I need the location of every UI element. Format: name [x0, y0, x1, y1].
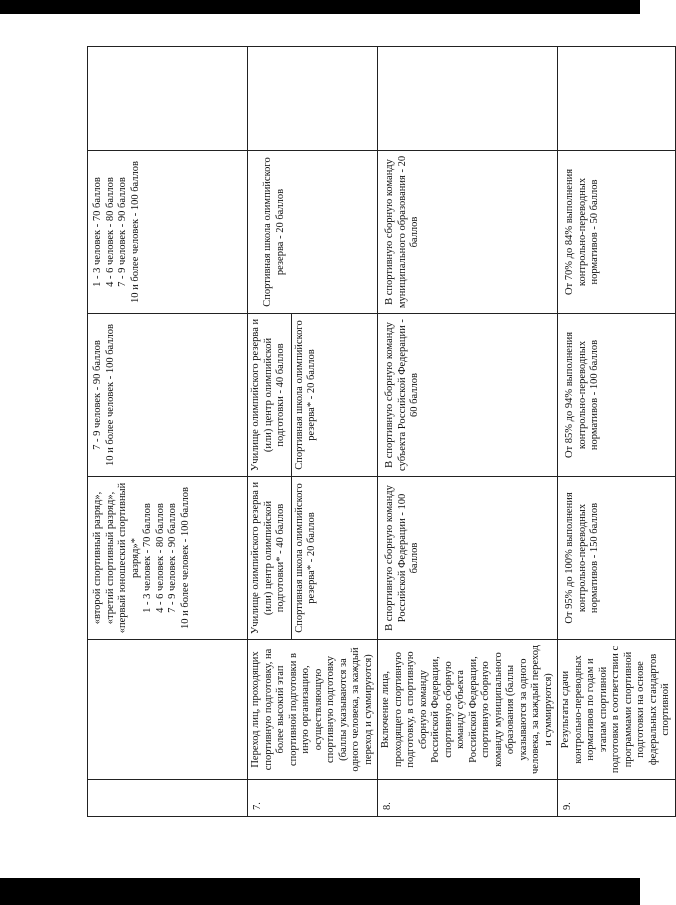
- cell-right-empty: [558, 47, 676, 151]
- cell-major: В спортивную сборную команду Российской Федерации - 100 баллов: [378, 477, 558, 640]
- cell-major: [248, 477, 378, 640]
- major-option-b: Спортивная школа олимпийского резерва* - 20 баллов: [293, 483, 317, 633]
- row-number: 7.: [248, 780, 378, 817]
- major-option-a: Училище олимпийского резерва и (или) центр олимпийской подготовки* - 40 баллов: [248, 477, 292, 639]
- cell-num-empty: [88, 780, 248, 817]
- criterion-text: Переход лиц, проходящих спортивную подготовку, на более высокий этап спортивной подготовки в иную организацию, осуществляющую спортивную подготовку (баллы указываются за одного человека, за каждый переход и суммируются): [248, 640, 378, 780]
- table-row: [378, 47, 558, 817]
- scan-bottom-border: [0, 878, 640, 905]
- criterion-text: Результаты сдачи контрольно-переводных нормативов по годам и этапам спортивной подготовки в соответствии с программами спортивной подготовки на основе федеральных стандартов спортивной: [558, 640, 676, 780]
- mid-option-b: Спортивная школа олимпийского резерва* - 20 баллов: [293, 320, 317, 470]
- cell-mid: [248, 314, 378, 477]
- cell-continuation-mid: 7 - 9 человек - 90 баллов 10 и более человек - 100 баллов: [88, 314, 248, 477]
- criteria-table: [87, 46, 676, 817]
- cell-continuation-minor: 1 - 3 человек - 70 баллов 4 - 6 человек - 80 баллов 7 - 9 человек - 90 баллов 10 и более человек - 100 баллов: [88, 151, 248, 314]
- cell-right-empty: [248, 47, 378, 151]
- scan-top-notch: [300, 0, 360, 8]
- cell-mid: От 85% до 94% выполнения контрольно-переводных нормативов - 100 баллов: [558, 314, 676, 477]
- table-row-continuation: [88, 47, 248, 817]
- cell-minor: В спортивную сборную команду муниципального образования - 20 баллов: [378, 151, 558, 314]
- mid-option-a: Училище олимпийского резерва и (или) центр олимпийской подготовки - 40 баллов: [248, 314, 292, 476]
- cell-minor: Спортивная школа олимпийского резерва - 20 баллов: [248, 151, 378, 314]
- cell-criterion-empty: [88, 640, 248, 780]
- criterion-text: Включение лица, проходящего спортивную подготовку, в спортивную сборную команду Российской Федерации, спортивную сборную команду субъекта Российской Федерации, спортивную сборную команду муниципального образования (баллы указываются за одного человека, за каждый переход и суммируются): [378, 640, 558, 780]
- table-row: [558, 47, 676, 817]
- row-number: 8.: [378, 780, 558, 817]
- table-row: [248, 47, 378, 817]
- cell-right-empty: [378, 47, 558, 151]
- cell-minor: От 70% до 84% выполнения контрольно-переводных нормативов - 50 баллов: [558, 151, 676, 314]
- cell-major: От 95% до 100% выполнения контрольно-переводных нормативов - 150 баллов: [558, 477, 676, 640]
- rotated-document-page: [87, 47, 671, 817]
- row-number: 9.: [558, 780, 676, 817]
- cell-continuation-major: «второй спортивный разряд», «третий спортивный разряд», «первый юношеский спортивный разряд»* 1 - 3 человек - 70 баллов 4 - 6 человек - 80 баллов 7 - 9 человек - 90 баллов 10 и более человек - 100 баллов: [88, 477, 248, 640]
- cell-mid: В спортивную сборную команду субъекта Российской Федерации - 60 баллов: [378, 314, 558, 477]
- cell-continuation-right-empty: [88, 47, 248, 151]
